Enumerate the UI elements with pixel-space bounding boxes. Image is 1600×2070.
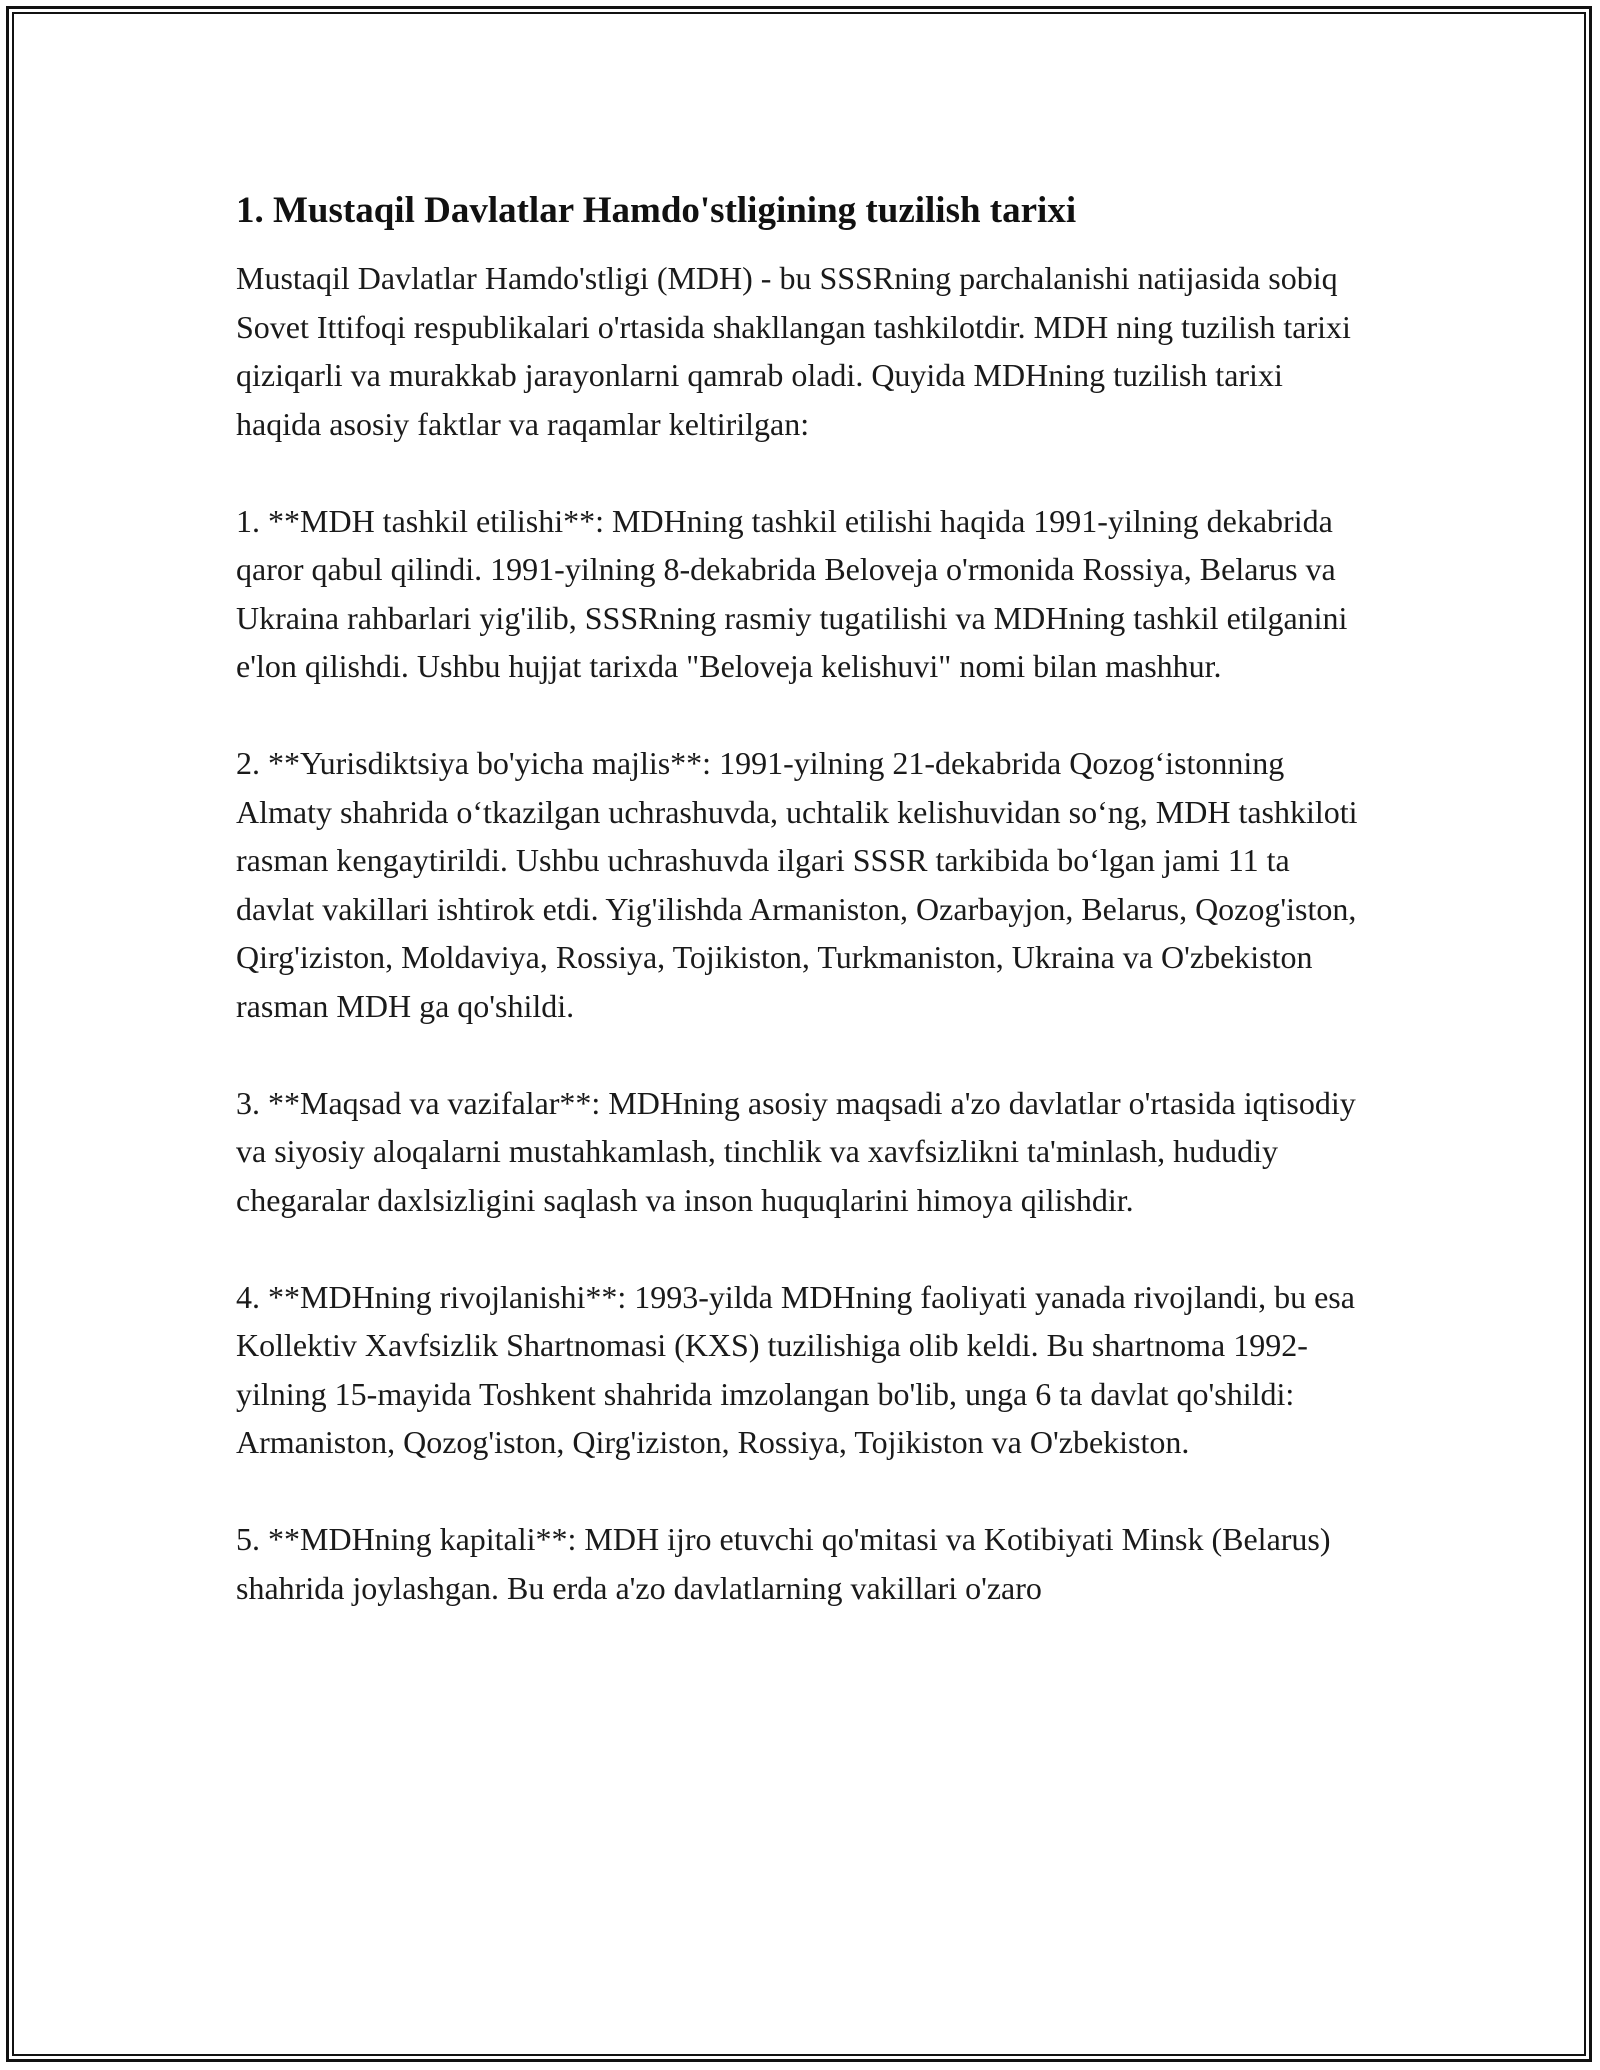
paragraph-intro: Mustaqil Davlatlar Hamdo'stligi (MDH) - bu SSSRning parchalanishi natijasida sobiq Sovet Ittifoqi respublikalari o'rtasida shakllangan tashkilotdir. MDH ning tuzilish tarixi qiziqarli va murakkab jarayonlarni qamrab oladi. Quyida MDHning tuzilish tarixi haqida asosiy faktlar va raqamlar keltirilgan:	[236, 260, 1351, 442]
document-title: 1. Mustaqil Davlatlar Hamdo'stligining tuzilish tarixi	[236, 190, 1077, 231]
document-body	[236, 186, 1366, 1661]
paragraph-item-4: 4. **MDHning rivojlanishi**: 1993-yilda MDHning faoliyati yanada rivojlandi, bu esa Kollektiv Xavfsizlik Shartnomasi (KXS) tuzilishiga olib keldi. Bu shartnoma 1992-yilning 15-mayida Toshkent shahrida imzolangan bo'lib, unga 6 ta davlat qo'shildi: Armaniston, Qozog'iston, Qirg'iziston, Rossiya, Tojikiston va O'zbekiston.	[236, 1278, 1355, 1460]
paragraph-item-3: 3. **Maqsad va vazifalar**: MDHning asosiy maqsadi a'zo davlatlar o'rtasida iqtisodiy va siyosiy aloqalarni mustahkamlash, tinchlik va xavfsizlikni ta'minlash, hududiy chegaralar daxlsizligini saqlash va inson huquqlarini himoya qilishdir.	[236, 1084, 1356, 1218]
paragraph-item-1: 1. **MDH tashkil etilishi**: MDHning tashkil etilishi haqida 1991-yilning dekabrida qaror qabul qilindi. 1991-yilning 8-dekabrida Beloveja o'rmonida Rossiya, Belarus va Ukraina rahbarlari yig'ilib, SSSRning rasmiy tugatilishi va MDHning tashkil etilganini e'lon qilishdi. Ushbu hujjat tarixda "Beloveja kelishuvi" nomi bilan mashhur.	[236, 502, 1348, 684]
paragraph-item-2: 2. **Yurisdiktsiya bo'yicha majlis**: 1991-yilning 21-dekabrida Qozog‘istonning Almaty shahrida o‘tkazilgan uchrashuvda, uchtalik kelishuvidan so‘ng, MDH tashkiloti rasman kengaytirildi. Ushbu uchrashuvda ilgari SSSR tarkibida bo‘lgan jami 11 ta davlat vakillari ishtirok etdi. Yig'ilishda Armaniston, Ozarbayjon, Belarus, Qozog'iston, Qirg'iziston, Moldaviya, Rossiya, Tojikiston, Turkmaniston, Ukraina va O'zbekiston rasman MDH ga qo'shildi.	[236, 745, 1358, 1024]
paragraph-item-5: 5. **MDHning kapitali**: MDH ijro etuvchi qo'mitasi va Kotibiyati Minsk (Belarus) shahrida joylashgan. Bu erda a'zo davlatlarning vakillari o'zaro	[236, 1521, 1331, 1606]
